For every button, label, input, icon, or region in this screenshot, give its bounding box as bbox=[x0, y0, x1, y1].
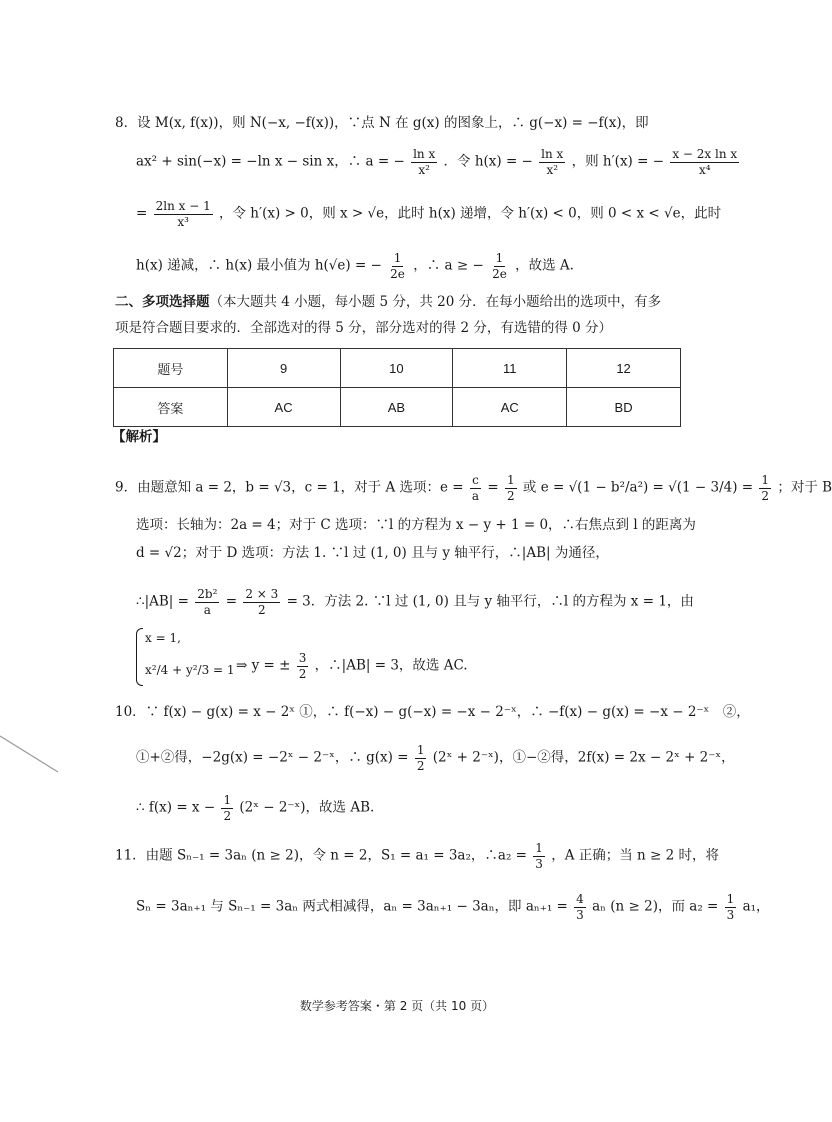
q8-text: = bbox=[136, 205, 148, 222]
fraction: $\frac{c}{a}$ bbox=[471, 473, 480, 503]
q11-text: ，A 正确；当 n ≥ 2 时，将 bbox=[551, 847, 720, 864]
answer-table bbox=[113, 348, 681, 427]
table-row bbox=[114, 388, 681, 427]
q8-text: ，则 h′(x) = − bbox=[571, 153, 665, 170]
q10-line-1: 10．∵ f(x) − g(x) = x − 2ˣ ①，∴ f(−x) − g(−x) = −x − 2⁻ˣ，∴ −f(x) − g(x) = −x − 2⁻ˣ ②， bbox=[115, 704, 750, 720]
q10-text: ①+②得，−2g(x) = −2ˣ − 2⁻ˣ，∴ g(x) = bbox=[136, 749, 409, 766]
q9-text: = bbox=[487, 479, 499, 496]
fraction: $\frac{1}{2}$ bbox=[416, 743, 425, 773]
q10-line-2 bbox=[136, 744, 735, 772]
table-cell: 10 bbox=[340, 349, 453, 388]
q9-text: ∴|AB| = bbox=[136, 593, 189, 610]
fraction: $\frac{1}{2e}$ bbox=[390, 251, 405, 281]
q10-text: ∴ f(x) = x − bbox=[136, 799, 216, 816]
q8-text: h(x) 递减，∴ h(x) 最小值为 h(√e) = − bbox=[136, 257, 382, 274]
q9-text: 或 e = √(1 − b²/a²) = √(1 − 3/4) = bbox=[522, 479, 754, 496]
q11-line-1 bbox=[115, 842, 719, 870]
q11-text: 11．由题 Sₙ₋₁ = 3aₙ (n ≥ 2)，令 n = 2，S₁ = a₁ = 3a₂，∴a₂ = bbox=[115, 847, 527, 864]
q11-text: a₁， bbox=[742, 898, 770, 915]
fraction: $\frac{\text{2ln x − 1}}{\text{x³}}$ bbox=[155, 199, 211, 229]
q11-text: aₙ (n ≥ 2)，而 a₂ = bbox=[592, 898, 719, 915]
q9-line-3: d = √2；对于 D 选项：方法 1. ∵l 过 (1, 0) 且与 y 轴平行，∴|AB| 为通径， bbox=[136, 545, 609, 561]
fraction: $\frac{1}{3}$ bbox=[726, 892, 735, 922]
q10-text: (2ˣ − 2⁻ˣ)，故选 AB. bbox=[239, 799, 375, 816]
q8-text: ，故选 A. bbox=[515, 257, 574, 274]
q8-text: ，令 h′(x) > 0，则 x > √e，此时 h(x) 递增，令 h′(x) < 0，则 0 < x < √e，此时 bbox=[219, 205, 722, 222]
q8-line-4 bbox=[136, 252, 574, 280]
q9-text: ⇒ y = ± bbox=[236, 657, 291, 674]
section-heading bbox=[115, 296, 661, 310]
q9-text: 9．由题意知 a = 2，b = √3，c = 1，对于 A 选项：e = bbox=[115, 479, 464, 496]
q8-line-1: 8．设 M(x, f(x))，则 N(−x, −f(x))，∵点 N 在 g(x) 的图象上，∴ g(−x) = −f(x)，即 bbox=[115, 115, 649, 131]
table-cell: AC bbox=[453, 388, 567, 427]
section-title: 二、多项选择题 bbox=[115, 294, 210, 310]
section-desc: （本大题共 4 小题，每小题 5 分，共 20 分．在每小题给出的选项中，有多 bbox=[209, 294, 662, 310]
q9-line-1 bbox=[115, 474, 832, 502]
q10-line-3 bbox=[136, 794, 374, 822]
q8-text: ax² + sin(−x) = −ln x − sin x，∴ a = − bbox=[136, 153, 405, 170]
table-cell: 9 bbox=[227, 349, 340, 388]
scan-artifact-line bbox=[0, 700, 60, 780]
q8-text: ，∴ a ≥ − bbox=[413, 257, 484, 274]
q9-text: ，∴|AB| = 3，故选 AC. bbox=[314, 657, 468, 674]
fraction: $\frac{1}{2e}$ bbox=[492, 251, 507, 281]
table-header-label: 题号 bbox=[114, 349, 228, 388]
fraction: $\frac{1}{3}$ bbox=[535, 841, 543, 871]
fraction: $\frac{2 \times 3}{2}$ bbox=[245, 587, 279, 617]
q8-line-3 bbox=[136, 200, 721, 228]
q9-text: ；对于 B bbox=[777, 479, 832, 496]
system-brace bbox=[136, 628, 143, 686]
fraction: $\frac{\text{ln x}}{\text{x²}}$ bbox=[541, 147, 564, 177]
q9-line-4 bbox=[136, 588, 694, 616]
section-desc-2: 项是符合题目要求的．全部选对的得 5 分，部分选对的得 2 分，有选错的得 0 分） bbox=[115, 320, 613, 336]
fraction: $\frac{1}{2}$ bbox=[506, 473, 515, 503]
table-cell: 11 bbox=[453, 349, 567, 388]
fraction: $\frac{4}{3}$ bbox=[576, 892, 584, 922]
q11-line-2 bbox=[136, 893, 770, 921]
fraction: $\frac{\text{ln x}}{\text{x²}}$ bbox=[413, 147, 436, 177]
page-footer: 数学参考答案・第 2 页（共 10 页） bbox=[299, 999, 495, 1013]
table-row bbox=[114, 349, 681, 388]
table-cell: BD bbox=[567, 388, 681, 427]
system-eq-2: x²/4 + y²/3 = 1 bbox=[145, 663, 235, 677]
table-cell: AC bbox=[227, 388, 340, 427]
q10-text: (2ˣ + 2⁻ˣ)，①−②得，2f(x) = 2x − 2ˣ + 2⁻ˣ， bbox=[432, 749, 735, 766]
fraction: $\frac{3}{2}$ bbox=[298, 651, 307, 681]
table-cell: AB bbox=[340, 388, 453, 427]
q9-line-2: 选项：长轴为：2a = 4；对于 C 选项：∵l 的方程为 x − y + 1 = 0，∴右焦点到 l 的距离为 bbox=[136, 517, 696, 533]
table-cell: 12 bbox=[567, 349, 681, 388]
table-answer-label: 答案 bbox=[114, 388, 228, 427]
q11-text: Sₙ = 3aₙ₊₁ 与 Sₙ₋₁ = 3aₙ 两式相减得，aₙ = 3aₙ₊₁ − 3aₙ，即 aₙ₊₁ = bbox=[136, 898, 568, 915]
q9-text: = bbox=[225, 593, 238, 610]
q8-text: ．令 h(x) = − bbox=[443, 153, 533, 170]
fraction: $\frac{1}{2}$ bbox=[223, 793, 232, 823]
fraction: $\frac{1}{2}$ bbox=[761, 473, 770, 503]
analysis-label: 【解析】 bbox=[112, 429, 166, 445]
q8-line-2 bbox=[136, 148, 741, 176]
q9-line-5 bbox=[236, 652, 468, 680]
q9-text: = 3．方法 2. ∵l 过 (1, 0) 且与 y 轴平行，∴l 的方程为 x = 1，由 bbox=[286, 593, 694, 610]
fraction: $\frac{\text{x − 2x ln x}}{\text{x⁴}}$ bbox=[672, 147, 738, 177]
fraction: $\frac{\text{2b²}}{a}$ bbox=[197, 587, 218, 617]
system-eq-1: x = 1, bbox=[145, 631, 181, 645]
